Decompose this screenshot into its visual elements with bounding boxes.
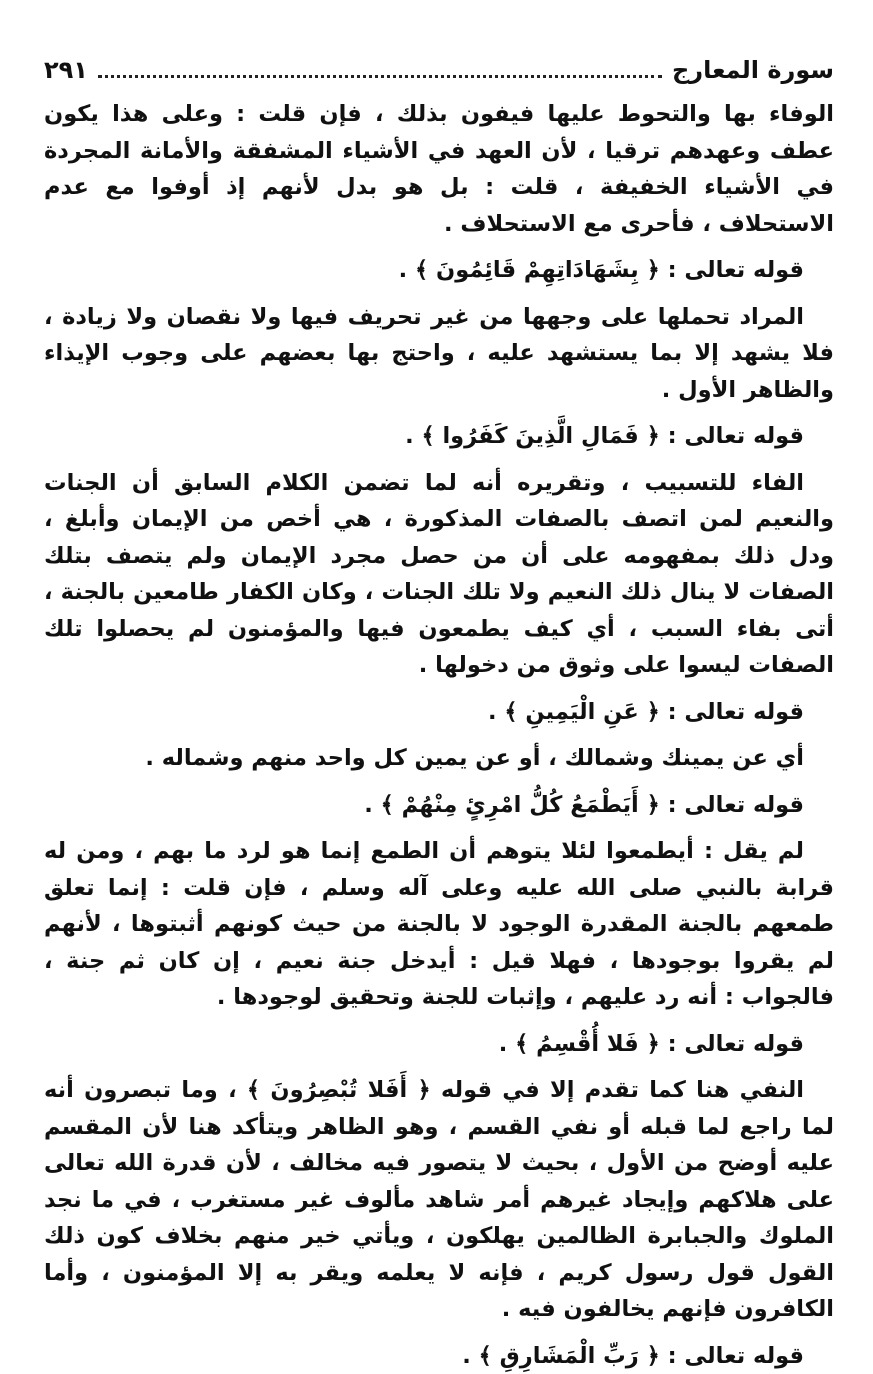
- verse-heading: قوله تعالى : ﴿ فَمَالِ الَّذِينَ كَفَرُوا ﴾ .: [44, 418, 834, 455]
- paragraph: لم يقل : أيطمعوا لئلا يتوهم أن الطمع إنما هو لرد ما بهم ، ومن له قرابة بالنبي صلى الله عليه وعلى آله وسلم ، فإن قلت : إنما تعلق طمعهم بالجنة المقدرة الوجود لا بالجنة من حيث كونهم أثبتوها ، لأنهم لم يقروا بوجودها ، فهلا قيل : أيدخل جنة نعيم ، إن كان ثم جنة ، فالجواب : أنه رد عليهم ، وإثبات للجنة وتحقيق لوجودها .: [44, 833, 834, 1016]
- paragraph: الفاء للتسبيب ، وتقريره أنه لما تضمن الكلام السابق أن الجنات والنعيم لمن اتصف بالصفات المذكورة ، هي أخص من الإيمان وأبلغ ، ودل ذلك بمفهومه على أن من حصل مجرد الإيمان ولم يتصف بتلك الصفات لا ينال ذلك النعيم ولا تلك الجنات ، وكان الكفار طامعين بالجنة ، أتى بفاء السبب ، أي كيف يطمعون فيها والمؤمنون لم يحصلوا تلك الصفات ليسوا على وثوق من دخولها .: [44, 465, 834, 684]
- verse-heading: قوله تعالى : ﴿ فَلا أُقْسِمُ ﴾ .: [44, 1026, 834, 1063]
- paragraph: المراد تحملها على وجهها من غير تحريف فيها ولا نقصان ولا زيادة ، فلا يشهد إلا بما يستشهد عليه ، واحتج بها بعضهم على وجوب الإيذاء والظاهر الأول .: [44, 299, 834, 409]
- verse-heading: قوله تعالى : ﴿ رَبِّ الْمَشَارِقِ ﴾ .: [44, 1338, 834, 1374]
- page-number: ٢٩١: [44, 56, 88, 84]
- verse-heading: قوله تعالى : ﴿ عَنِ الْيَمِينِ ﴾ .: [44, 694, 834, 731]
- paragraph: أي عن يمينك وشمالك ، أو عن يمين كل واحد منهم وشماله .: [44, 740, 834, 777]
- paragraph: النفي هنا كما تقدم إلا في قوله ﴿ أَفَلا تُبْصِرُونَ ﴾ ، وما تبصرون أنه لما راجع لما قبله أو نفي القسم ، وهو الظاهر ويتأكد هنا لأن المقسم عليه أوضح من الأول ، بحيث لا يتصور فيه مخالف ، لأن قدرة الله تعالى على هلاكهم وإيجاد غيرهم أمر شاهد مألوف غير مستغرب ، في ما نجد الملوك والجبابرة الظالمين يهلكون ، ويأتي خير منهم بخلاف كون ذلك القول قول رسول كريم ، فإنه لا يعلمه ويقر به إلا المؤمنون ، وأما الكافرون فإنهم يخالفون فيه .: [44, 1072, 834, 1328]
- header-dotted-leader: [98, 63, 662, 78]
- page-body: [44, 96, 834, 1374]
- page-header: [44, 50, 834, 90]
- verse-heading: قوله تعالى : ﴿ أَيَطْمَعُ كُلُّ امْرِئٍ مِنْهُمْ ﴾ .: [44, 787, 834, 824]
- verse-heading: قوله تعالى : ﴿ بِشَهَادَاتِهِمْ قَائِمُونَ ﴾ .: [44, 252, 834, 289]
- book-page: [44, 50, 834, 1350]
- paragraph: الوفاء بها والتحوط عليها فيفون بذلك ، فإن قلت : وعلى هذا يكون عطف وعهدهم ترقيا ، لأن العهد في الأشياء المشفقة والأمانة المجردة في الأشياء الخفيفة ، قلت : بل هو بدل لأنهم إذ أوفوا مع عدم الاستحلاف ، فأحرى مع الاستحلاف .: [44, 96, 834, 242]
- surah-title: سورة المعارج: [672, 56, 834, 84]
